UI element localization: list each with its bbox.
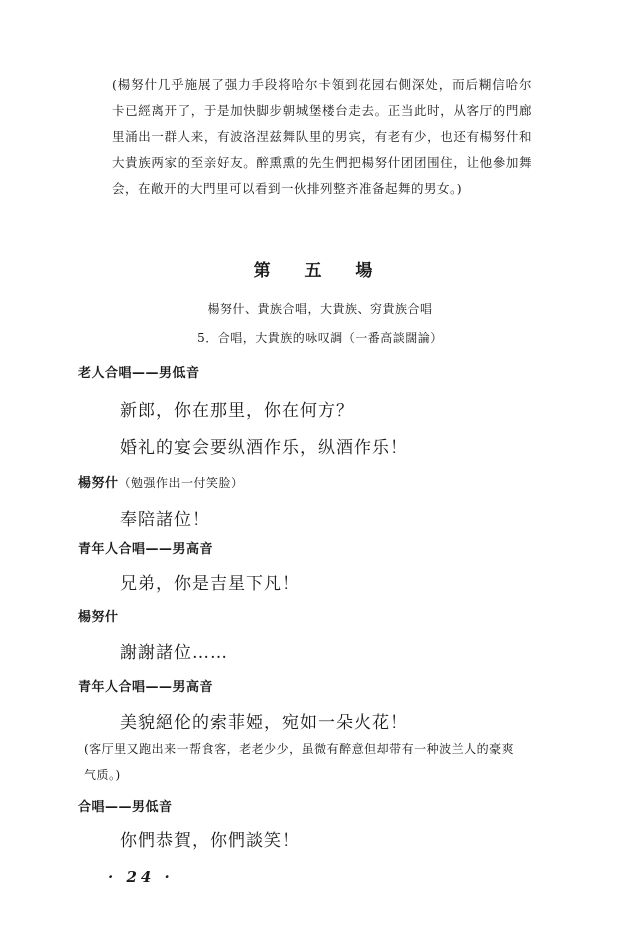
lyric-line: 新郎，你在那里，你在何方？ <box>120 401 354 421</box>
scene-title: 第 五 場 <box>253 261 387 281</box>
lyric-line: 謝謝諸位…… <box>120 643 228 663</box>
speaker-label <box>78 606 119 625</box>
speaker-label <box>78 538 213 557</box>
speaker-name: 老人合唱——男低音 <box>78 366 200 381</box>
speaker-label <box>78 472 244 491</box>
stage-direction: (客厅里又跑出来一帮食客，老老少少，虽微有醉意但却带有一种波兰人的豪爽气质。) <box>84 742 515 782</box>
speaker-note: （勉强作出一付笑脸） <box>118 476 244 490</box>
speaker-name: 青年人合唱——男高音 <box>78 680 214 695</box>
speaker-name: 青年人合唱——男高音 <box>78 542 214 557</box>
intro-stage-direction: (楊努什几乎施展了强力手段将哈尔卡領到花园右側深处，而后糊信哈尔卡已經离开了，于是加快脚步朝城堡楼台走去。正当此时，从客厅的門廊里涌出一群人来，有波洛涅兹舞队里的男宾，有老有少，也还有楊努什和大貴族两家的至亲好友。醉熏熏的先生們把楊努什团团围住，让他參加舞会，在敞开的大門里可以看到一伙排列整齐准备起舞的男女。) <box>112 77 532 196</box>
page-number: · 24 · <box>108 868 174 886</box>
scene-cast: 楊努什、貴族合唱，大貴族、穷貴族合唱 <box>207 302 433 316</box>
lyric-line: 你們恭賀，你們談笑！ <box>120 831 300 851</box>
lyric-line: 婚礼的宴会要纵酒作乐，纵酒作乐！ <box>120 438 408 458</box>
speaker-label <box>78 676 213 695</box>
number-title: 5．合唱，大貴族的咏叹調（一番高談闊論） <box>197 331 443 345</box>
lyric-line: 美貌絕伦的索菲婭，宛如一朵火花！ <box>120 713 408 733</box>
speaker-name: 合唱——男低音 <box>78 800 173 815</box>
speaker-name: 楊努什 <box>78 610 119 625</box>
speaker-name: 楊努什 <box>78 476 119 491</box>
speaker-label <box>78 796 173 815</box>
speaker-label <box>78 362 200 381</box>
lyric-line: 奉陪諸位！ <box>120 510 210 530</box>
lyric-line: 兄弟，你是吉星下凡！ <box>120 574 300 594</box>
